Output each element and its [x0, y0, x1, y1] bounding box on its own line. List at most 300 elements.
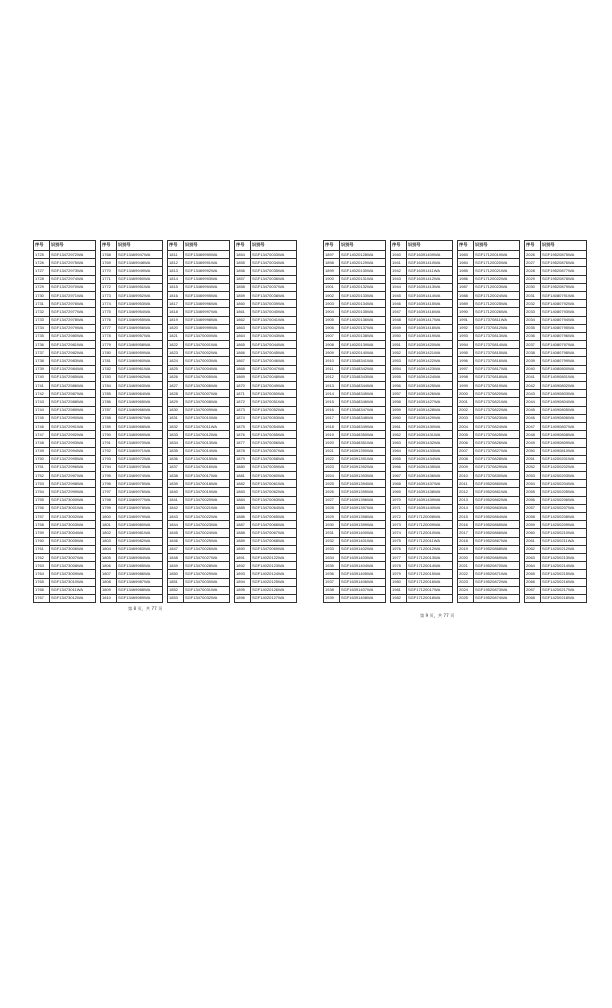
table-row	[458, 382, 520, 390]
code-cell: SGF14080798WA	[541, 349, 587, 357]
seq-cell: 1851	[168, 578, 184, 586]
table-row	[324, 267, 386, 275]
code-cell: SGF17370824WA	[474, 422, 520, 430]
code-cell: SGF14200213WA	[541, 553, 587, 561]
code-cell: SGF16391438WA	[407, 488, 453, 496]
seq-cell: 1878	[235, 447, 251, 455]
code-cell: SGF13470033WA	[251, 251, 297, 259]
code-cell: SGF13469999WA	[184, 324, 230, 332]
code-cell: SGF13348351WA	[340, 439, 386, 447]
code-cell: SGF14200203WA	[541, 472, 587, 480]
code-cell: SGF13470030WA	[184, 578, 230, 586]
code-cell: SGF13473009WA	[50, 570, 96, 578]
code-cell: SGF13469954WA	[117, 308, 163, 316]
code-cell: SGF17120026WA	[474, 308, 520, 316]
code-cell: SGF13469983WA	[117, 545, 163, 553]
seq-cell: 1897	[324, 251, 340, 259]
table-row	[324, 357, 386, 365]
table-row	[525, 332, 587, 340]
seq-cell: 1924	[324, 472, 340, 480]
code-cell: SGF13469960WA	[117, 357, 163, 365]
code-cell: SGF13469980WA	[117, 521, 163, 529]
code-cell: SGF13469975WA	[117, 480, 163, 488]
table-row	[168, 414, 230, 422]
table-row	[235, 275, 297, 283]
table-row	[235, 463, 297, 471]
seq-cell: 2025	[458, 594, 474, 602]
seq-cell: 2048	[525, 431, 541, 439]
seq-cell: 1762	[34, 553, 50, 561]
table-row	[391, 447, 453, 455]
seq-cell: 2022	[458, 570, 474, 578]
seq-cell: 1764	[34, 570, 50, 578]
table-row	[235, 414, 297, 422]
code-cell: SGF13473002WA	[50, 513, 96, 521]
seq-cell: 1969	[391, 488, 407, 496]
seq-cell: 1956	[391, 382, 407, 390]
code-cell: SGF13469959WA	[117, 349, 163, 357]
seq-cell: 1821	[168, 332, 184, 340]
seq-cell: 1841	[168, 496, 184, 504]
table-row	[391, 570, 453, 578]
seq-cell: 1977	[391, 553, 407, 561]
table-row	[235, 472, 297, 480]
table-row	[458, 545, 520, 553]
seq-cell: 1755	[34, 496, 50, 504]
seq-cell: 2010	[458, 472, 474, 480]
table-row	[34, 537, 96, 545]
seq-cell: 1933	[324, 545, 340, 553]
code-cell: SGF16391412WA	[407, 275, 453, 283]
code-cell: SGF13469964WA	[117, 390, 163, 398]
code-cell: SGF14020130WA	[340, 267, 386, 275]
code-cell: SGF16391415WA	[407, 300, 453, 308]
table-row	[34, 324, 96, 332]
table-row	[458, 455, 520, 463]
seq-cell: 1784	[101, 382, 117, 390]
table-row	[34, 422, 96, 430]
seq-cell: 1822	[168, 341, 184, 349]
code-cell: SGF14080797WA	[541, 341, 587, 349]
seq-cell: 1842	[168, 504, 184, 512]
table-row	[101, 267, 163, 275]
code-cell: SGF13472991WA	[50, 422, 96, 430]
code-cell: SGF13348348WA	[340, 414, 386, 422]
seq-cell: 1849	[168, 562, 184, 570]
seq-cell: 1798	[101, 496, 117, 504]
seq-cell: 1734	[34, 324, 50, 332]
table-row	[168, 455, 230, 463]
code-cell: SGF13469957WA	[117, 332, 163, 340]
seq-cell: 1923	[324, 463, 340, 471]
table-row	[34, 431, 96, 439]
table-row	[235, 513, 297, 521]
code-cell: SGF13470016WA	[184, 463, 230, 471]
seq-cell: 1775	[101, 308, 117, 316]
table-row	[525, 562, 587, 570]
seq-cell: 1761	[34, 545, 50, 553]
seq-cell: 1794	[101, 463, 117, 471]
code-cell: SGF14080795WA	[541, 324, 587, 332]
column-header-code: 识别号	[541, 241, 587, 251]
seq-cell: 2050	[525, 447, 541, 455]
code-cell: SGF17370829WA	[474, 463, 520, 471]
seq-cell: 2021	[458, 562, 474, 570]
seq-cell: 1955	[391, 373, 407, 381]
table-row	[391, 349, 453, 357]
table-row	[525, 341, 587, 349]
table-row	[391, 553, 453, 561]
seq-cell: 1975	[391, 537, 407, 545]
seq-cell: 1788	[101, 414, 117, 422]
table-row	[525, 529, 587, 537]
table-row	[391, 414, 453, 422]
seq-cell: 2043	[525, 390, 541, 398]
code-cell: SGF13470020WA	[184, 496, 230, 504]
seq-cell: 1859	[235, 291, 251, 299]
code-cell: SGF13472975WA	[50, 259, 96, 267]
table-row	[34, 480, 96, 488]
seq-cell: 1879	[235, 455, 251, 463]
table-row	[458, 529, 520, 537]
seq-cell: 2008	[458, 455, 474, 463]
seq-cell: 1782	[101, 365, 117, 373]
code-cell: SGF14020122WA	[251, 553, 297, 561]
code-cell: SGF13470003WA	[184, 357, 230, 365]
table-row	[101, 259, 163, 267]
code-cell: SGF14020136WA	[340, 316, 386, 324]
table-row	[324, 496, 386, 504]
seq-cell: 1837	[168, 463, 184, 471]
code-cell: SGF13473003WA	[50, 521, 96, 529]
code-cell: SGF13469994WA	[184, 283, 230, 291]
code-cell: SGF13473012WA	[50, 594, 96, 602]
table-row	[458, 300, 520, 308]
seq-cell: 1850	[168, 570, 184, 578]
seq-cell: 1950	[391, 332, 407, 340]
table-row	[525, 406, 587, 414]
seq-cell: 1865	[235, 341, 251, 349]
table-row	[391, 562, 453, 570]
table-row	[235, 537, 297, 545]
seq-cell: 1988	[458, 291, 474, 299]
code-cell: SGF13470066WA	[251, 521, 297, 529]
seq-cell: 1774	[101, 300, 117, 308]
seq-cell: 1750	[34, 455, 50, 463]
table-row	[101, 586, 163, 594]
code-cell: SGF13472971WA	[50, 291, 96, 299]
code-cell: SGF13472982WA	[50, 349, 96, 357]
seq-cell: 1825	[168, 365, 184, 373]
code-cell: SGF13472977WA	[50, 308, 96, 316]
seq-cell: 1904	[324, 308, 340, 316]
table-row	[324, 562, 386, 570]
code-cell: SGF13469971WA	[117, 447, 163, 455]
table-row	[458, 406, 520, 414]
column-header-code: 识别号	[340, 241, 386, 251]
code-cell: SGF13470010WA	[184, 414, 230, 422]
code-cell: SGF13472978WA	[50, 316, 96, 324]
code-cell: SGF13469988WA	[117, 586, 163, 594]
code-cell: SGF14200205WA	[541, 488, 587, 496]
code-cell: SGF16391399WA	[340, 521, 386, 529]
seq-cell: 1832	[168, 422, 184, 430]
code-cell: SGF13470026WA	[184, 545, 230, 553]
code-cell: SGF13472999WA	[50, 488, 96, 496]
table-header-row	[324, 241, 386, 251]
seq-cell: 2036	[525, 332, 541, 340]
table-row	[458, 480, 520, 488]
table-row	[458, 553, 520, 561]
seq-cell: 1854	[235, 251, 251, 259]
table-row	[525, 570, 587, 578]
seq-cell: 1726	[34, 259, 50, 267]
code-cell: SGF14090801WA	[541, 373, 587, 381]
code-cell: SGF13469977WA	[117, 496, 163, 504]
code-cell: SGF13469956WA	[117, 324, 163, 332]
code-cell: SGF13473005WA	[50, 537, 96, 545]
seq-cell: 1744	[34, 406, 50, 414]
table-row	[168, 357, 230, 365]
table-row	[168, 398, 230, 406]
table-row	[391, 463, 453, 471]
table-row	[101, 521, 163, 529]
seq-cell: 1853	[168, 594, 184, 602]
code-cell: SGF16391406WA	[340, 578, 386, 586]
table-row	[168, 349, 230, 357]
table-row	[525, 300, 587, 308]
column-header-seq: 序号	[525, 241, 541, 251]
page-footer-left: 第 8 页，共 77 页	[128, 606, 163, 611]
table-row	[235, 422, 297, 430]
code-cell: SGF14020134WA	[340, 300, 386, 308]
table-row	[101, 537, 163, 545]
code-cell: SGF13470018WA	[184, 480, 230, 488]
table-row	[101, 504, 163, 512]
code-cell: SGF13472983WA	[50, 357, 96, 365]
code-cell: SGF17120009WA	[407, 521, 453, 529]
table-row	[324, 553, 386, 561]
code-cell: SGF14080796WA	[541, 332, 587, 340]
code-cell: SGF13469973WA	[117, 463, 163, 471]
seq-cell: 2031	[525, 291, 541, 299]
table-row	[168, 406, 230, 414]
code-cell: SGF13469997WA	[184, 308, 230, 316]
table-row	[391, 275, 453, 283]
seq-cell: 2019	[458, 545, 474, 553]
seq-cell: 1952	[391, 349, 407, 357]
code-cell: SGF13470046WA	[251, 357, 297, 365]
code-cell: SGF17370830WA	[474, 472, 520, 480]
code-cell: SGF13469947WA	[117, 251, 163, 259]
table-row	[458, 414, 520, 422]
table-row	[168, 324, 230, 332]
code-cell: SGF14090806WA	[541, 414, 587, 422]
code-cell: SGF13472995WA	[50, 455, 96, 463]
code-cell: SGF17370816WA	[474, 357, 520, 365]
seq-cell: 1913	[324, 382, 340, 390]
code-cell: SGF13470005WA	[184, 373, 230, 381]
code-cell: SGF13470043WA	[251, 332, 297, 340]
table-row	[34, 463, 96, 471]
code-cell: SGF13469974WA	[117, 472, 163, 480]
code-cell: SGF14200207WA	[541, 504, 587, 512]
seq-cell: 1827	[168, 382, 184, 390]
table-row	[235, 283, 297, 291]
seq-cell: 2027	[525, 259, 541, 267]
table-row	[168, 480, 230, 488]
seq-cell: 1880	[235, 463, 251, 471]
seq-cell: 2029	[525, 275, 541, 283]
seq-cell: 1838	[168, 472, 184, 480]
seq-cell: 2045	[525, 406, 541, 414]
table-row	[391, 586, 453, 594]
seq-cell: 1971	[391, 504, 407, 512]
seq-cell: 1803	[101, 537, 117, 545]
seq-cell: 2058	[525, 513, 541, 521]
table-row	[235, 562, 297, 570]
seq-cell: 1748	[34, 439, 50, 447]
seq-cell: 1745	[34, 414, 50, 422]
table-row	[168, 341, 230, 349]
table-row	[34, 496, 96, 504]
seq-cell: 1753	[34, 480, 50, 488]
seq-cell: 1900	[324, 275, 340, 283]
code-cell: SGF17120016WA	[407, 578, 453, 586]
seq-cell: 1982	[391, 594, 407, 602]
table-row	[391, 291, 453, 299]
seq-cell: 1915	[324, 398, 340, 406]
code-cell: SGF13470000WA	[184, 332, 230, 340]
code-cell: SGF13348349WA	[340, 422, 386, 430]
seq-cell: 1990	[458, 308, 474, 316]
code-cell: SGF13470061WA	[251, 480, 297, 488]
table-row	[458, 283, 520, 291]
table-row	[101, 578, 163, 586]
code-cell: SGF16391410WA	[407, 259, 453, 267]
seq-cell: 1756	[34, 504, 50, 512]
table-row	[324, 594, 386, 602]
seq-cell: 1997	[458, 365, 474, 373]
table-row	[525, 259, 587, 267]
code-cell: SGF13348344WA	[340, 382, 386, 390]
seq-cell: 2009	[458, 463, 474, 471]
column-header-code: 识别号	[407, 241, 453, 251]
code-cell: SGF13469978WA	[117, 504, 163, 512]
table-row	[324, 275, 386, 283]
table-row	[525, 398, 587, 406]
table-row	[324, 406, 386, 414]
seq-cell: 1962	[391, 431, 407, 439]
table-row	[34, 341, 96, 349]
table-row	[324, 463, 386, 471]
seq-cell: 2062	[525, 545, 541, 553]
seq-cell: 1935	[324, 562, 340, 570]
seq-cell: 1984	[458, 259, 474, 267]
seq-cell: 2040	[525, 365, 541, 373]
seq-cell: 2066	[525, 578, 541, 586]
code-cell: SGF14200206WA	[541, 496, 587, 504]
table-row	[458, 472, 520, 480]
seq-cell: 1732	[34, 308, 50, 316]
code-cell: SGF16391435WA	[407, 463, 453, 471]
table-row	[168, 463, 230, 471]
code-cell: SGF17370818WA	[474, 373, 520, 381]
table-row	[391, 382, 453, 390]
code-cell: SGF14200214WA	[541, 562, 587, 570]
table-row	[168, 537, 230, 545]
seq-cell: 1976	[391, 545, 407, 553]
code-cell: SGF13469992WA	[184, 267, 230, 275]
code-cell: SGF16391400WA	[340, 529, 386, 537]
seq-cell: 1735	[34, 332, 50, 340]
table-header-row	[458, 241, 520, 251]
code-cell: SGF13469989WA	[117, 594, 163, 602]
seq-cell: 1875	[235, 422, 251, 430]
code-cell: SGF16391432WA	[407, 439, 453, 447]
code-cell: SGF13472986WA	[50, 382, 96, 390]
code-cell: SGF13470014WA	[184, 447, 230, 455]
table-row	[525, 283, 587, 291]
code-cell: SGF16391436WA	[407, 472, 453, 480]
seq-cell: 1790	[101, 431, 117, 439]
table-row	[34, 316, 96, 324]
table-row	[34, 529, 96, 537]
id-table	[323, 240, 386, 603]
code-cell: SGF17120025WA	[474, 300, 520, 308]
seq-cell: 1922	[324, 455, 340, 463]
table-row	[34, 472, 96, 480]
table-row	[168, 275, 230, 283]
table-row	[525, 357, 587, 365]
code-cell: SGF13472979WA	[50, 324, 96, 332]
seq-cell: 2051	[525, 455, 541, 463]
seq-cell: 2001	[458, 398, 474, 406]
code-cell: SGF16391426WA	[407, 390, 453, 398]
seq-cell: 1872	[235, 398, 251, 406]
table-header-row	[235, 241, 297, 251]
code-cell: SGF13472980WA	[50, 332, 96, 340]
table-row	[525, 488, 587, 496]
table-row	[324, 529, 386, 537]
seq-cell: 1793	[101, 455, 117, 463]
table-row	[168, 578, 230, 586]
table-row	[324, 382, 386, 390]
code-cell: SGF13470013WA	[184, 439, 230, 447]
code-cell: SGF14090805WA	[541, 406, 587, 414]
table-row	[525, 586, 587, 594]
table-row	[525, 496, 587, 504]
code-cell: SGF16391395WA	[340, 488, 386, 496]
seq-cell: 1863	[235, 324, 251, 332]
seq-cell: 1967	[391, 472, 407, 480]
seq-cell: 1839	[168, 480, 184, 488]
code-cell: SGF17120022WA	[474, 275, 520, 283]
code-cell: SGF17120014WA	[407, 562, 453, 570]
code-cell: SGF14200211WA	[541, 537, 587, 545]
table-row	[525, 267, 587, 275]
code-cell: SGF19520871WA	[474, 570, 520, 578]
seq-cell: 2007	[458, 447, 474, 455]
seq-cell: 2052	[525, 463, 541, 471]
code-cell: SGF13470069WA	[251, 545, 297, 553]
code-cell: SGF19520868WA	[474, 545, 520, 553]
seq-cell: 1820	[168, 324, 184, 332]
code-cell: SGF16391423WA	[407, 365, 453, 373]
code-cell: SGF13469967WA	[117, 414, 163, 422]
code-cell: SGF17370828WA	[474, 455, 520, 463]
seq-cell: 1938	[324, 586, 340, 594]
